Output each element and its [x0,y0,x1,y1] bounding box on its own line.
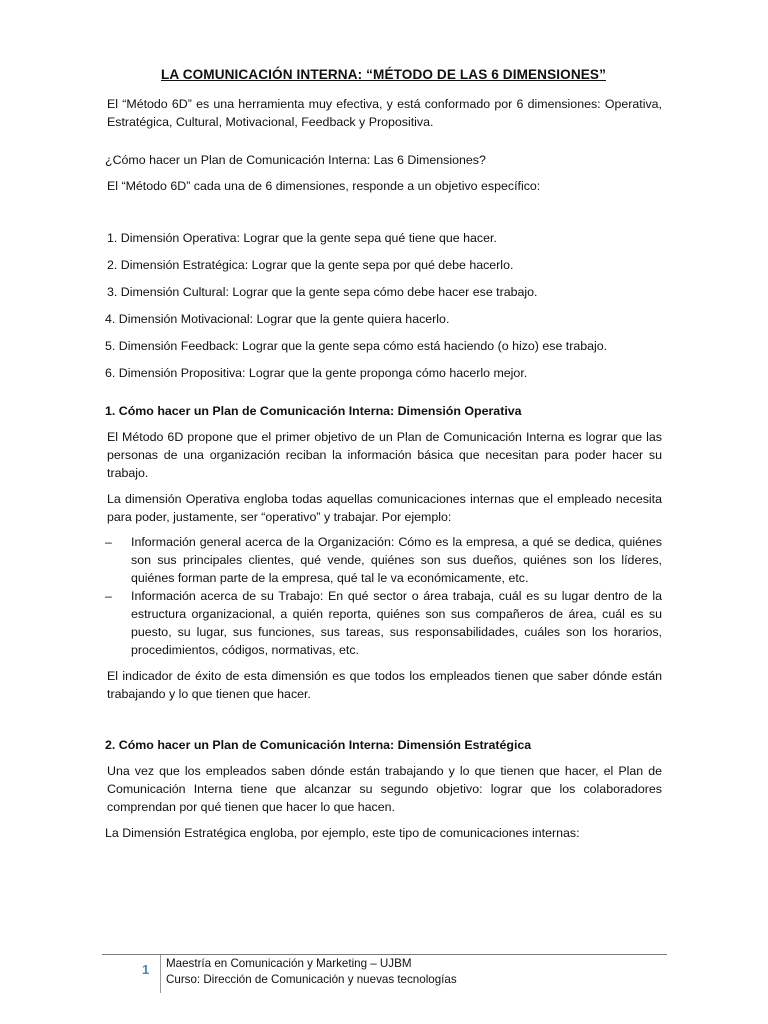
footer-line-program: Maestría en Comunicación y Marketing – UJBM [166,957,412,970]
dimension-item: 4. Dimensión Motivacional: Lograr que la gente quiera hacerlo. [105,312,450,326]
section-1-paragraph-1: El Método 6D propone que el primer objetivo de un Plan de Comunicación Interna es lograr que las personas de una organización reciban la información básica que necesitan para poder hacer su trabajo. [107,430,662,480]
dimension-item: 1. Dimensión Operativa: Lograr que la gente sepa qué tiene que hacer. [107,231,497,245]
section-2-paragraph-1: Una vez que los empleados saben dónde están trabajando y lo que tienen que hacer, el Plan de Comunicación Interna tiene que alcanzar su segundo objetivo: lograr que los colaboradores comprendan por qué tienen que hacer lo que hacen. [107,764,662,814]
document-title: LA COMUNICACIÓN INTERNA: “MÉTODO DE LAS 6 DIMENSIONES” [161,67,606,82]
footer-vertical-divider [160,955,161,993]
dimension-item: 3. Dimensión Cultural: Lograr que la gente sepa cómo debe hacer ese trabajo. [107,285,538,299]
dash-bullet-marker: – [105,535,112,549]
dimension-item: 5. Dimensión Feedback: Lograr que la gente sepa cómo está haciendo (o hizo) ese trabajo. [105,339,608,353]
bullet-item [105,587,662,659]
dash-bullet-marker: – [105,589,112,603]
section-2-paragraph-2: La Dimensión Estratégica engloba, por ejemplo, este tipo de comunicaciones internas: [105,826,580,840]
document-body [105,66,662,842]
section-1-paragraph-3: El indicador de éxito de esta dimensión es que todos los empleados tienen que saber dónde están trabajando y lo que tienen que hacer. [107,669,662,701]
section-1-bullet-list [105,533,662,659]
intro-paragraph: El “Método 6D” es una herramienta muy efectiva, y está conformado por 6 dimensiones: Operativa, Estratégica, Cultural, Motivacional, Feedback y Propositiva. [107,97,662,129]
question-paragraph: ¿Cómo hacer un Plan de Comunicación Interna: Las 6 Dimensiones? [105,153,486,167]
dimensions-list [105,229,662,382]
bullet-text: Información acerca de su Trabajo: En qué sector o área trabaja, cuál es su lugar dentro de la estructura organizacional, a quién reporta, quiénes son sus compañeros de área, cuál es su puesto, su lugar, sus funciones, sus tareas, sus responsabilidades, cuáles son los horarios, procedimientos, códigos, normativas, etc. [131,589,662,657]
section-1-heading: 1. Cómo hacer un Plan de Comunicación Interna: Dimensión Operativa [105,404,522,418]
bullet-item [105,533,662,587]
bullet-text: Información general acerca de la Organización: Cómo es la empresa, a qué se dedica, quiénes son sus principales clientes, qué vende, quiénes son sus dueños, quiénes son los líderes, quiénes forman parte de la empresa, qué tal le va económicamente, etc. [131,535,662,585]
objective-intro-paragraph: El “Método 6D” cada una de 6 dimensiones, responde a un objetivo específico: [107,179,541,193]
dimension-item: 2. Dimensión Estratégica: Lograr que la gente sepa por qué debe hacerlo. [107,258,514,272]
section-2-heading: 2. Cómo hacer un Plan de Comunicación Interna: Dimensión Estratégica [105,738,532,752]
footer-line-course: Curso: Dirección de Comunicación y nuevas tecnologías [166,973,457,986]
section-1-paragraph-2: La dimensión Operativa engloba todas aquellas comunicaciones internas que el empleado necesita para poder, justamente, ser “operativo” y trabajar. Por ejemplo: [107,492,662,524]
footer-page-number: 1 [142,962,150,977]
footer-text [166,956,457,988]
dimension-item: 6. Dimensión Propositiva: Lograr que la gente proponga cómo hacerlo mejor. [105,366,528,380]
footer-divider [102,954,667,955]
